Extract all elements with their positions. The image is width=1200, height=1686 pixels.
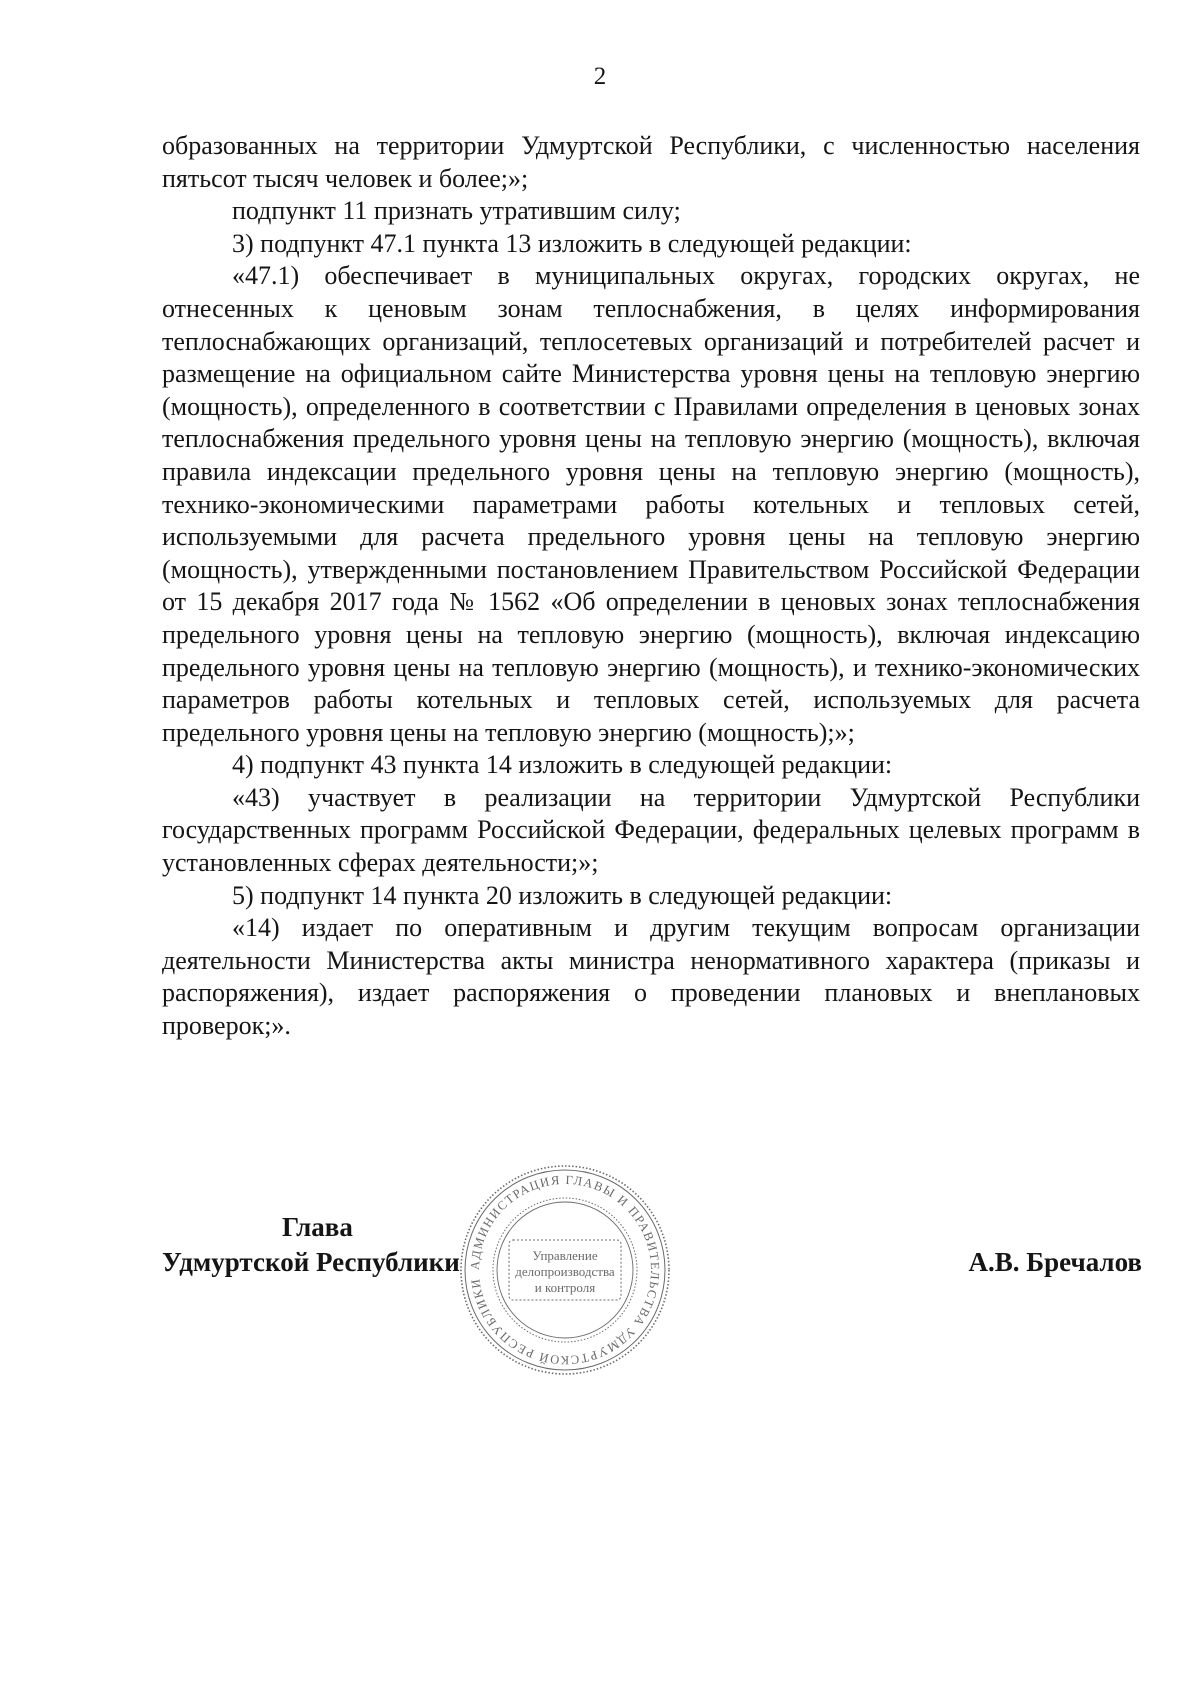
signatory-name: А.В. Бречалов: [968, 1247, 1142, 1277]
paragraph-subitem-43: «43) участвует в реализации на территории Удмуртской Республики государственных программ Российской Федерации, федеральных целевых программ в установленных сферах деятельности;»;: [162, 782, 1140, 878]
signatory-title-line2: Удмуртской Республики: [162, 1247, 460, 1277]
paragraph-continuation: образованных на территории Удмуртской Республики, с численностью населения пятьсот тысяч человек и более;»;: [162, 131, 1140, 193]
seal-center-line1: Управление: [532, 1248, 598, 1263]
paragraph-amendment-5: 5) подпункт 14 пункта 20 изложить в следующей редакции:: [232, 880, 893, 910]
document-body: [162, 130, 1140, 1043]
seal-center-line2: делопроизводства: [515, 1264, 615, 1279]
paragraph-amendment-3: 3) подпункт 47.1 пункта 13 изложить в следующей редакции:: [232, 228, 912, 258]
paragraph-subitem-11: подпункт 11 признать утратившим силу;: [232, 196, 681, 226]
official-seal-graphic: [455, 1160, 675, 1380]
page-number: 2: [593, 63, 607, 90]
paragraph-subitem-47-1: «47.1) обеспечивает в муниципальных округах, городских округах, не отнесенных к ценовым зонам теплоснабжения, в целях информирования теплоснабжающих организаций, теплосетевых организаций и потребителей расчет и размещение на официальном сайте Министерства уровня цены на тепловую энергию (мощность), определенного в соответствии с Правилами определения в ценовых зонах теплоснабжения предельного уровня цены на тепловую энергию (мощность), включая правила индексации предельного уровня цены на тепловую энергию (мощность), технико-экономическими параметрами работы котельных и тепловых сетей, используемыми для расчета предельного уровня цены на тепловую энергию (мощность), утвержденными постановлением Правительством Российской Федерации от 15 декабря 2017 года № 1562 «Об определении в ценовых зонах теплоснабжения предельного уровня цены на тепловую энергию (мощность), включая индексацию предельного уровня цены на тепловую энергию (мощность), и технико-экономических параметров работы котельных и тепловых сетей, используемых для расчета предельного уровня цены на тепловую энергию (мощность);»;: [162, 261, 1140, 747]
seal-center-line3: и контроля: [534, 1280, 596, 1295]
official-seal: [455, 1160, 675, 1380]
signatory-title-line1: Глава: [282, 1212, 353, 1242]
paragraph-amendment-4: 4) подпункт 43 пункта 14 изложить в следующей редакции:: [232, 750, 893, 780]
paragraph-subitem-14: «14) издает по оперативным и другим текущим вопросам организации деятельности Министерства акты министра ненормативного характера (приказы и распоряжения), издает распоряжения о проведении плановых и внеплановых проверок;».: [162, 913, 1140, 1041]
seal-ring-text: АДМИНИСТРАЦИЯ ГЛАВЫ И ПРАВИТЕЛЬСТВА УДМУРТСКОЙ РЕСПУБЛИКИ: [467, 1172, 663, 1368]
